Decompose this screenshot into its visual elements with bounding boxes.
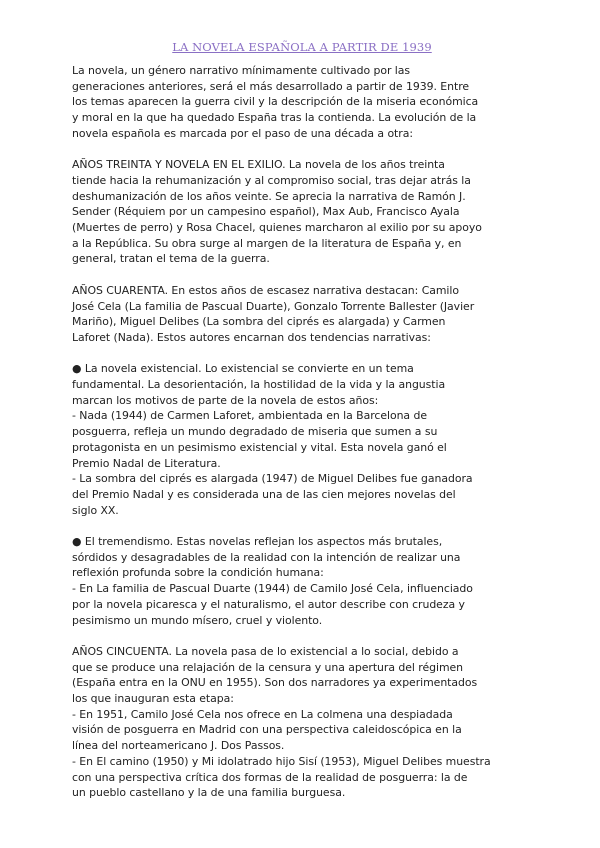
text-line: un pueblo castellano y la de una familia burguesa. — [72, 786, 346, 800]
text-line: por la novela picaresca y el naturalismo, el autor describe con crudeza y — [72, 597, 465, 611]
text-line: (Muertes de perro) y Rosa Chacel, quienes marcharon al exilio por su apoyo — [72, 221, 482, 235]
text-line: ● El tremendismo. Estas novelas reflejan los aspectos más brutales, — [72, 535, 443, 549]
text-line: Premio Nadal de Literatura. — [72, 456, 221, 470]
text-line: deshumanización de los años veinte. Se aprecia la narrativa de Ramón J. — [72, 189, 466, 203]
text-line: - Nada (1944) de Carmen Laforet, ambientada en la Barcelona de — [72, 409, 427, 423]
text-line: - En 1951, Camilo José Cela nos ofrece en La colmena una despiadada — [72, 707, 453, 721]
text-line: visión de posguerra en Madrid con una perspectiva caleidoscópica en la — [72, 723, 462, 737]
text-line: posguerra, refleja un mundo degradado de miseria que sumen a su — [72, 425, 438, 439]
text-line: los temas aparecen la guerra civil y la descripción de la miseria económica — [72, 95, 479, 109]
text-line: - En La familia de Pascual Duarte (1944) de Camilo José Cela, influenciado — [72, 582, 473, 596]
text-line: tiende hacia la rehumanización y al compromiso social, tras dejar atrás la — [72, 173, 471, 187]
text-line: AÑOS CUARENTA. En estos años de escasez narrativa destacan: Camilo — [72, 283, 459, 297]
text-line: general, tratan el tema de la guerra. — [72, 252, 270, 266]
intro-paragraph — [72, 63, 532, 142]
document-title: LA NOVELA ESPAÑOLA A PARTIR DE 1939 — [172, 40, 432, 54]
cincuenta-paragraph — [72, 644, 532, 801]
tremendismo-paragraph — [72, 534, 532, 628]
text-line: AÑOS CINCUENTA. La novela pasa de lo existencial a lo social, debido a — [72, 644, 459, 658]
cuarenta-paragraph — [72, 283, 532, 346]
text-line: Laforet (Nada). Estos autores encarnan dos tendencias narrativas: — [72, 330, 431, 344]
text-line: - En El camino (1950) y Mi idolatrado hijo Sisí (1953), Miguel Delibes muestra — [72, 754, 491, 768]
text-line: línea del norteamericano J. Dos Passos. — [72, 739, 285, 753]
text-line: que se produce una relajación de la censura y una apertura del régimen — [72, 660, 464, 674]
text-line: fundamental. La desorientación, la hostilidad de la vida y la angustia — [72, 378, 446, 392]
text-line: protagonista en un pesimismo existencial y vital. Esta novela ganó el — [72, 440, 447, 454]
text-line: generaciones anteriores, será el más desarrollado a partir de 1939. Entre — [72, 79, 470, 93]
text-line: - La sombra del ciprés es alargada (1947) de Miguel Delibes fue ganadora — [72, 472, 473, 486]
text-line: sórdidos y desagradables de la realidad con la intención de realizar una — [72, 550, 461, 564]
treinta-paragraph — [72, 157, 532, 267]
text-line: pesimismo un mundo mísero, cruel y violento. — [72, 613, 323, 627]
text-line: ● La novela existencial. Lo existencial se convierte en un tema — [72, 362, 414, 376]
text-line: los que inauguran esta etapa: — [72, 692, 234, 706]
text-line: reflexión profunda sobre la condición humana: — [72, 566, 324, 580]
text-line: marcan los motivos de parte de la novela de estos años: — [72, 393, 379, 407]
existencial-paragraph — [72, 361, 532, 518]
text-line: (España entra en la ONU en 1955). Son dos narradores ya experimentados — [72, 676, 478, 690]
text-line: AÑOS TREINTA Y NOVELA EN EL EXILIO. La novela de los años treinta — [72, 158, 445, 172]
text-line: con una perspectiva crítica dos formas de la realidad de posguerra: la de — [72, 770, 468, 784]
text-line: La novela, un género narrativo mínimamente cultivado por las — [72, 64, 411, 77]
text-line: Mariño), Miguel Delibes (La sombra del ciprés es alargada) y Carmen — [72, 315, 446, 329]
text-line: José Cela (La familia de Pascual Duarte), Gonzalo Torrente Ballester (Javier — [72, 299, 475, 313]
text-line: novela española es marcada por el paso de una década a otra: — [72, 126, 413, 140]
text-line: a la República. Su obra surge al margen de la literatura de España y, en — [72, 236, 462, 250]
text-line: Sender (Réquiem por un campesino español), Max Aub, Francisco Ayala — [72, 205, 460, 219]
text-line: y moral en la que ha quedado España tras la contienda. La evolución de la — [72, 111, 477, 125]
text-line: siglo XX. — [72, 503, 119, 517]
text-line: del Premio Nadal y es considerada una de las cien mejores novelas del — [72, 487, 456, 501]
